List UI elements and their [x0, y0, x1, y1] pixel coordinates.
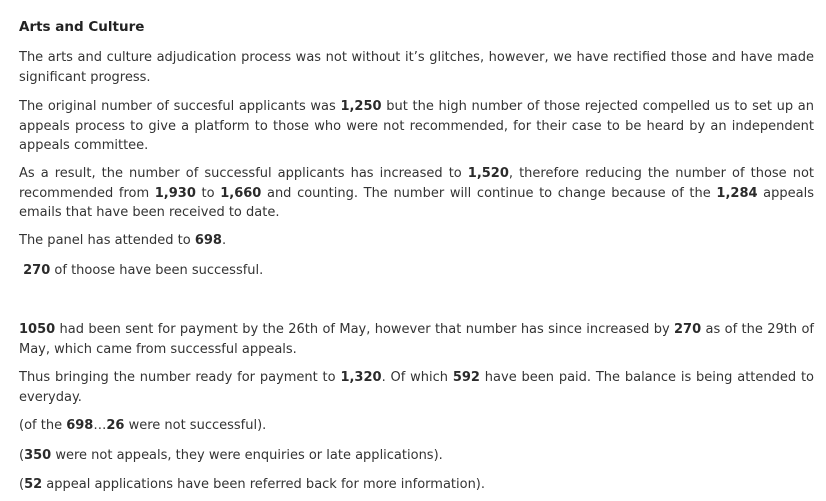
paragraph-results	[19, 164, 814, 223]
paragraph-panel-attended	[19, 231, 814, 251]
text: had been sent for payment by the 26th of May, however that number has since increased by	[55, 322, 675, 337]
text: . Of which	[381, 370, 453, 385]
text: were not successful).	[124, 418, 267, 433]
number-increase: 270	[674, 322, 702, 337]
number-not-successful: 26	[106, 418, 125, 433]
text: as of the 29th of May, which came from successful appeals.	[19, 322, 814, 357]
text: have been paid. The balance is being attended to everyday.	[19, 370, 815, 405]
text: (	[19, 448, 25, 463]
text: …	[93, 418, 107, 433]
text: The original number of succesful applicants was	[19, 99, 341, 114]
paragraph-original-applicants	[19, 97, 814, 156]
text: appeal applications have been referred back for more information).	[42, 477, 486, 492]
text: of thoose have been successful.	[50, 263, 264, 278]
paragraph-successful-count	[19, 261, 814, 281]
paragraph-referred-back	[19, 475, 814, 495]
number-successful: 1,520	[467, 166, 509, 181]
paragraph-payment-sent	[19, 320, 814, 359]
text: As a result, the number of successful applicants has increased to	[19, 166, 468, 181]
text: to	[195, 185, 221, 201]
number-not-recommended-to: 1,660	[220, 185, 262, 201]
number-referred-back: 52	[24, 477, 43, 492]
text: The panel has attended to	[19, 233, 195, 248]
paragraph-not-successful	[19, 416, 814, 436]
number-sent-for-payment: 1050	[19, 322, 56, 337]
number-attended: 698	[194, 233, 222, 248]
number-paid: 592	[452, 370, 480, 385]
paragraph-not-appeals	[19, 446, 814, 466]
paragraph-intro	[19, 48, 814, 87]
text: were not appeals, they were enquiries or late applications).	[51, 448, 443, 463]
number-original-successful: 1,250	[340, 99, 382, 114]
text: and counting. The number will continue to change because of the	[261, 185, 717, 201]
number-ready-for-payment: 1,320	[340, 370, 382, 385]
text: appeals emails that have been received to date.	[19, 185, 815, 220]
number-appeals-emails: 1,284	[716, 185, 758, 201]
paragraph-ready-for-payment	[19, 368, 814, 407]
number-successful-appeals: 270	[23, 263, 51, 278]
paragraph-text: The arts and culture adjudication process was not without it’s glitches, however, we have rectified those and have made significant progress.	[19, 50, 814, 85]
number-attended-ref: 698	[66, 418, 94, 433]
text: but the high number of those rejected compelled us to set up an appeals process to give a platform to those who were not recommended, for their case to be heard by an independent appeals committee.	[19, 99, 815, 153]
section-heading: Arts and Culture	[19, 19, 145, 35]
text: .	[221, 233, 227, 248]
number-not-recommended-from: 1,930	[154, 185, 196, 201]
text: Thus bringing the number ready for payment to	[19, 370, 341, 385]
text: (	[19, 477, 25, 492]
number-not-appeals: 350	[24, 448, 52, 463]
text: , therefore reducing the number of those not recommended from	[19, 166, 814, 201]
text: (of the	[19, 418, 67, 433]
